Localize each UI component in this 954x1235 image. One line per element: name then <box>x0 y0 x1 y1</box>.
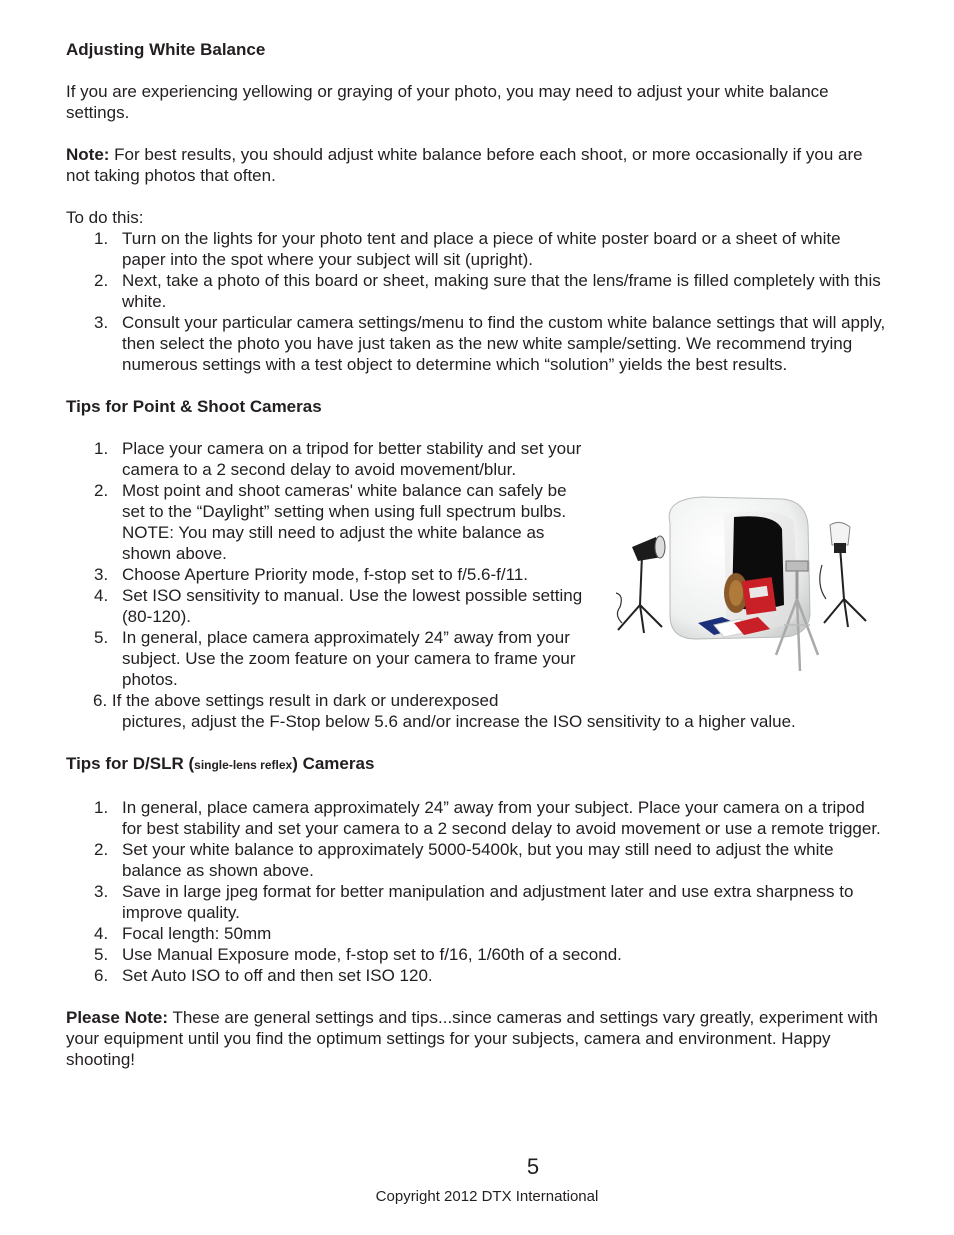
list-item-number: 5. <box>94 628 109 647</box>
step6-continuation: pictures, adjust the F-Stop below 5.6 and/or increase the ISO sensitivity to a higher value. <box>122 712 796 731</box>
list-item-text: Set ISO sensitivity to manual. Use the lowest possible setting (80-120). <box>122 586 583 626</box>
list-item-number: 2. <box>94 481 109 500</box>
list-item-number: 1. <box>94 229 109 248</box>
list-item <box>66 585 588 627</box>
white-balance-steps <box>66 228 886 375</box>
page-number: 5 <box>526 1154 540 1179</box>
list-item-number: 2. <box>94 840 109 859</box>
list-item-number: 6. <box>94 966 109 985</box>
list-item-text: Use Manual Exposure mode, f-stop set to f/16, 1/60th of a second. <box>122 945 622 964</box>
list-item-text: Next, take a photo of this board or sheet, making sure that the lens/frame is filled completely with this white. <box>122 271 881 311</box>
closing-note <box>66 1007 886 1070</box>
dslr-heading <box>66 753 886 776</box>
list-item-text: Set Auto ISO to off and then set ISO 120. <box>122 966 433 985</box>
list-item <box>66 480 588 564</box>
left-light-stand <box>616 536 665 633</box>
list-item-number: 5. <box>94 945 109 964</box>
note-label: Note: <box>66 145 110 164</box>
list-item-number: 2. <box>94 271 109 290</box>
list-item <box>66 965 886 986</box>
list-item <box>66 923 886 944</box>
list-item-text: Set your white balance to approximately 5000-5400k, but you may still need to adjust the white balance as shown above. <box>122 840 834 880</box>
list-item-text: Consult your particular camera settings/menu to find the custom white balance settings that will apply, then select the photo you have just taken as the new white sample/setting. We recommend trying numerous settings with a test object to determine which “solution” yields the best results. <box>122 313 886 374</box>
list-item-text: Focal length: 50mm <box>122 924 272 943</box>
list-item-text: In general, place camera approximately 24” away from your subject. Place your camera on a tripod for best stability and set your camera to a 2 second delay to avoid movement or use a remote trigger. <box>122 798 881 838</box>
list-item-text: Choose Aperture Priority mode, f-stop set to f/5.6-f/11. <box>122 565 528 584</box>
closing-text: These are general settings and tips...since cameras and settings vary greatly, experiment with your equipment until you find the optimum settings for your subjects, camera and environment. Happy shooting! <box>66 1008 878 1069</box>
list-item <box>66 627 588 690</box>
list-item-number: 3. <box>94 882 109 901</box>
list-item-text: Most point and shoot cameras' white balance can safely be set to the “Daylight” setting when using full spectrum bulbs. NOTE: You may still need to adjust the white balance as shown above. <box>122 481 567 563</box>
white-balance-note <box>66 144 886 186</box>
photo-tent-illustration <box>604 495 876 678</box>
list-item <box>66 797 886 839</box>
dslr-steps <box>66 797 886 986</box>
list-item-text: Turn on the lights for your photo tent and place a piece of white poster board or a sheet of white paper into the spot where your subject will sit (upright). <box>122 229 841 269</box>
white-balance-heading: Adjusting White Balance <box>66 40 266 59</box>
list-item-number: 4. <box>94 924 109 943</box>
list-item <box>66 944 886 965</box>
step6-first-line: 6. If the above settings result in dark or underexposed <box>93 691 499 710</box>
copyright-footer: Copyright 2012 DTX International <box>375 1188 599 1205</box>
dslr-heading-a: Tips for D/SLR ( <box>66 754 195 773</box>
list-item-text: In general, place camera approximately 24” away from your subject. Use the zoom feature on your camera to frame your photos. <box>122 628 576 689</box>
right-light-stand <box>820 522 866 627</box>
dslr-heading-b: ) Cameras <box>292 754 375 773</box>
point-shoot-heading: Tips for Point & Shoot Cameras <box>66 397 322 416</box>
list-item <box>66 228 886 270</box>
list-item <box>66 839 886 881</box>
closing-label: Please Note: <box>66 1008 169 1027</box>
list-item <box>66 881 886 923</box>
list-item-number: 3. <box>94 313 109 332</box>
list-item-text: Place your camera on a tripod for better stability and set your camera to a 2 second delay to avoid movement/blur. <box>122 439 582 479</box>
list-item <box>66 312 886 375</box>
list-item-text: Save in large jpeg format for better manipulation and adjustment later and use extra sharpness to improve quality. <box>122 882 854 922</box>
list-item-number: 1. <box>94 798 109 817</box>
list-item <box>66 564 588 585</box>
todo-label: To do this: <box>66 208 144 227</box>
list-item-number: 3. <box>94 565 109 584</box>
list-item-number: 1. <box>94 439 109 458</box>
note-text: For best results, you should adjust white balance before each shoot, or more occasionally if you are not taking photos that often. <box>66 145 863 185</box>
dslr-heading-small: single-lens reflex <box>194 758 293 772</box>
list-item-number: 4. <box>94 586 109 605</box>
list-item <box>66 438 588 480</box>
list-item <box>66 270 886 312</box>
white-balance-intro: If you are experiencing yellowing or graying of your photo, you may need to adjust your white balance settings. <box>66 82 829 122</box>
list-item-6 <box>66 690 886 732</box>
